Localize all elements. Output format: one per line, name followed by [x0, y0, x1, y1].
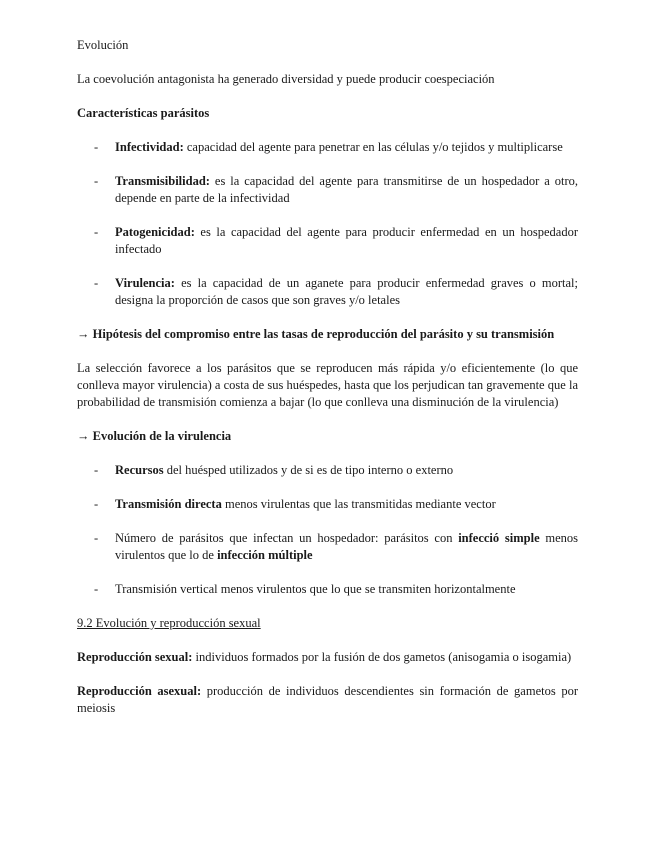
list-item-patogenicidad: - Patogenicidad: es la capacidad del agente para producir enfermedad en un hospedador infectado — [94, 225, 578, 256]
hypothesis-heading: → Hipótesis del compromiso entre las tasas de reproducción del parásito y su transmisión — [77, 327, 555, 341]
term-infectividad: Infectividad: — [115, 140, 184, 154]
definition-sexual-reproduction: individuos formados por la fusión de dos gametos (anisogamia o isogamia) — [192, 650, 572, 664]
characteristics-list — [77, 139, 578, 309]
text-transmision-vertical: Transmisión vertical menos virulentos que lo que se transmiten horizontalmente — [115, 582, 516, 596]
term-sexual-reproduction: Reproducción sexual: — [77, 650, 193, 664]
sexual-reproduction-paragraph — [77, 649, 578, 666]
term-asexual-reproduction: Reproducción asexual: — [77, 684, 202, 698]
hypothesis-paragraph: La selección favorece a los parásitos que se reproducen más rápida y/o eficientemente (lo que conlleva mayor virulencia) a costa de sus huéspedes, hasta que los perjudican tan gravemente que la probabilidad de transmisión comienza a bajar (lo que conlleva una disminución de la virulencia) — [77, 361, 578, 409]
definition-asexual-reproduction: producción de individuos descendientes sin formación de gametos por meiosis — [77, 684, 578, 715]
text-transmision-directa: menos virulentas que las transmitidas mediante vector — [221, 497, 496, 511]
term-infeccion-multiple: infección múltiple — [217, 548, 313, 562]
list-item-numero-parasitos: - Número de parásitos que infectan un hospedador: parásitos con infecció simple menos virulentos que lo de infección múltiple — [94, 531, 578, 562]
list-item-transmision-vertical: - Transmisión vertical menos virulentos que lo que se transmiten horizontalmente — [94, 582, 516, 596]
term-infeccio-simple: infecció simple — [458, 531, 540, 545]
text-numero-parasitos: Número de parásitos que infectan un hospedador: parásitos con — [115, 531, 459, 545]
characteristics-heading: Características parásitos — [77, 106, 210, 120]
term-transmisibilidad: Transmisibilidad: — [115, 174, 210, 188]
definition-patogenicidad: es la capacidad del agente para producir enfermedad en un hospedador infectado — [115, 225, 578, 256]
list-item-transmisibilidad: - Transmisibilidad: es la capacidad del agente para transmitirse de un hospedador a otro, depende en parte de la infectividad — [94, 174, 578, 205]
term-recursos: Recursos — [115, 463, 164, 477]
term-patogenicidad: Patogenicidad: — [115, 225, 195, 239]
virulence-list — [77, 462, 578, 598]
section-2-heading: 9.2 Evolución y reproducción sexual — [77, 616, 261, 630]
list-item-transmision-directa: - Transmisión directa menos virulentas que las transmitidas mediante vector — [94, 497, 496, 511]
intro-paragraph: La coevolución antagonista ha generado diversidad y puede producir coespeciación — [77, 72, 495, 86]
definition-infectividad: capacidad del agente para penetrar en las células y/o tejidos y multiplicarse — [183, 140, 563, 154]
definition-transmisibilidad: es la capacidad del agente para transmitirse de un hospedador a otro, depende en parte de la infectividad — [115, 174, 578, 205]
document-title: Evolución — [77, 38, 129, 52]
virulence-heading: → Evolución de la virulencia — [77, 429, 232, 443]
text-menos-virulentos: menos virulentos que lo de — [115, 531, 578, 562]
asexual-reproduction-paragraph — [77, 683, 578, 717]
term-virulencia: Virulencia: — [115, 276, 175, 290]
term-transmision-directa: Transmisión directa — [115, 497, 222, 511]
list-item-recursos: - Recursos del huésped utilizados y de si es de tipo interno o externo — [94, 463, 454, 477]
text-recursos: del huésped utilizados y de si es de tipo interno o externo — [163, 463, 454, 477]
definition-virulencia: es la capacidad de un aganete para producir enfermedad graves o mortal; designa la proporción de casos que son graves y/o letales — [115, 276, 578, 307]
list-item-virulencia: - Virulencia: es la capacidad de un aganete para producir enfermedad graves o mortal; designa la proporción de casos que son graves y/o letales — [94, 276, 578, 307]
list-item-infectividad: - Infectividad: capacidad del agente para penetrar en las células y/o tejidos y multiplicarse — [94, 140, 563, 154]
